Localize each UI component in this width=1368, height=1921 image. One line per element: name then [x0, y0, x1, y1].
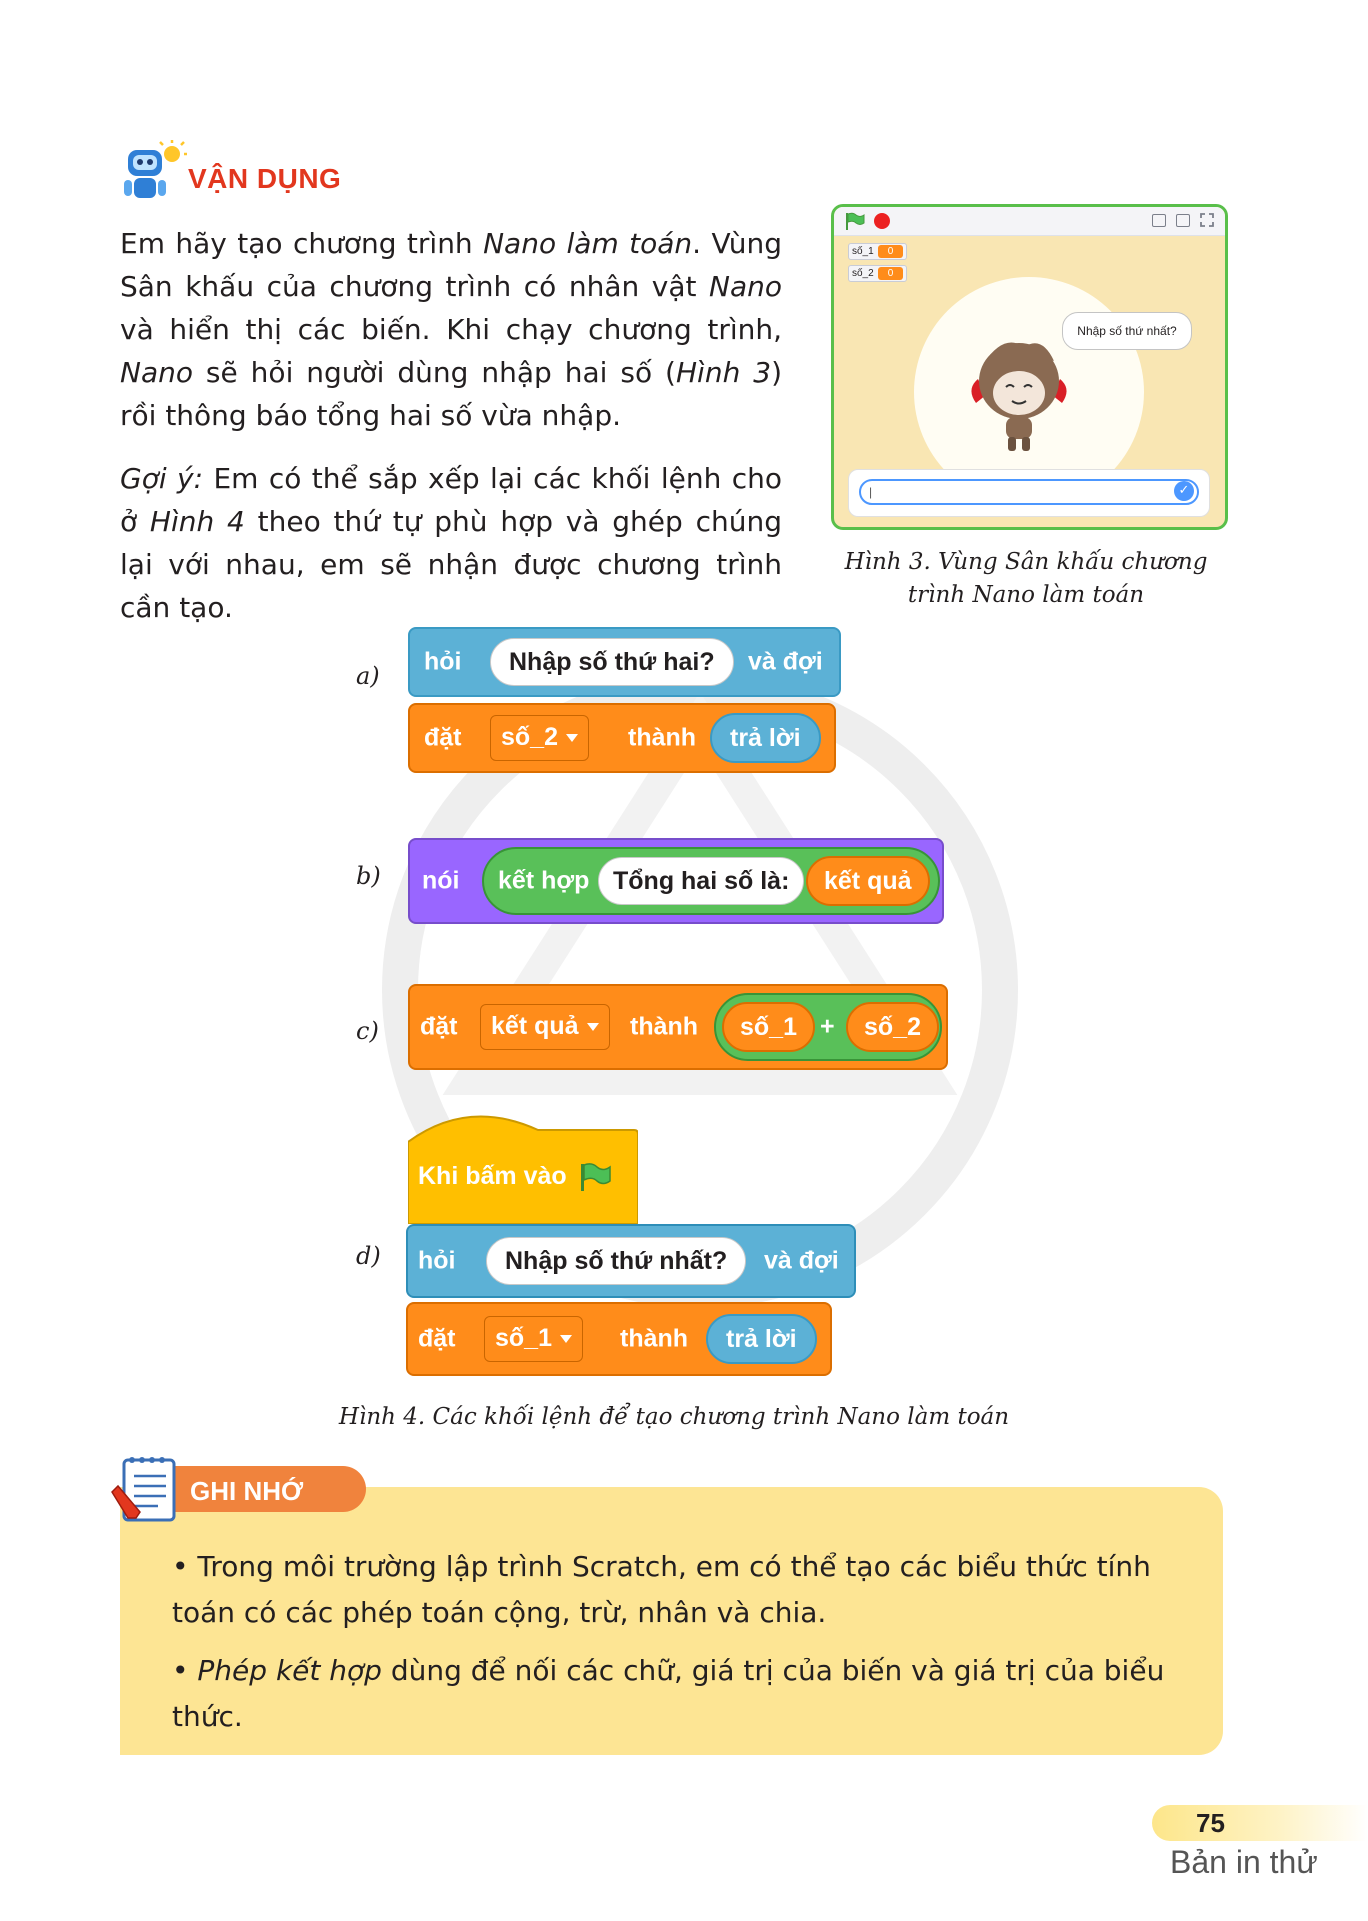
stop-icon[interactable] — [874, 213, 890, 229]
figure-3-caption: Hình 3. Vùng Sân khấu chương trình Nano làm toán — [844, 549, 1208, 608]
stage-toolbar — [834, 207, 1225, 236]
block-label-a: a) — [356, 662, 380, 690]
answer-input[interactable]: | — [859, 479, 1199, 505]
paragraph-hint: Gợi ý: Em có thể sắp xếp lại các khối lệnh cho ở Hình 4 theo thứ tự phù hợp và ghép chúng lại với nhau, em sẽ nhận được chương trình cần tạo. — [120, 462, 783, 624]
submit-check-icon[interactable]: ✓ — [1174, 481, 1194, 501]
add-operator-c[interactable]: số_1 + số_2 — [714, 993, 942, 1061]
so2-reporter-c[interactable]: số_2 — [846, 1002, 939, 1052]
section-title: VẬN DỤNG — [188, 163, 342, 194]
join-text-input[interactable]: Tổng hai số là: — [598, 857, 804, 905]
variable-dropdown-a[interactable]: số_2 — [490, 715, 589, 761]
variable-dropdown-d[interactable]: số_1 — [484, 1316, 583, 1362]
block-label-b: b) — [356, 862, 381, 890]
ask-block-d[interactable]: hỏi Nhập số thứ nhất? và đợi — [406, 1224, 856, 1298]
figure-4-caption: Hình 4. Các khối lệnh để tạo chương trình Nano làm toán — [338, 1404, 1010, 1430]
set-block-a[interactable]: đặt số_2 thành trả lời — [408, 703, 836, 773]
robot-idea-icon — [118, 140, 188, 206]
fullscreen-icon[interactable] — [1200, 213, 1214, 227]
block-label-d: d) — [356, 1242, 381, 1270]
ask-panel — [848, 469, 1210, 517]
paragraph-task: Em hãy tạo chương trình Nano làm toán. Vùng Sân khấu của chương trình có nhân vật Nano và hiển thị các biến. Khi chạy chương trình, Nano sẽ hỏi người dùng nhập hai số (Hình 3) rồi thông báo tổng hai số vừa nhập. — [120, 227, 783, 432]
large-stage-icon[interactable] — [1176, 214, 1190, 227]
variable-monitor-so2: số_2 0 — [848, 265, 907, 282]
remember-list — [172, 1544, 1192, 1752]
ask-block-a[interactable]: hỏi Nhập số thứ hai? và đợi — [408, 627, 841, 697]
when-flag-clicked-block[interactable]: Khi bấm vào — [418, 1162, 612, 1192]
block-label-c: c) — [356, 1017, 379, 1045]
exercise-text — [120, 222, 782, 649]
remember-item-1: • Trong môi trường lập trình Scratch, em có thể tạo các biểu thức tính toán có các phép toán cộng, trừ, nhân và chia. — [172, 1550, 1151, 1629]
answer-reporter-a[interactable]: trả lời — [710, 713, 821, 763]
so1-reporter-c[interactable]: số_1 — [722, 1002, 815, 1052]
result-reporter-b[interactable]: kết quả — [806, 856, 930, 906]
say-block-b[interactable]: nói kết hợp Tổng hai số là: kết quả — [408, 838, 944, 924]
page-number: 75 — [1196, 1808, 1225, 1838]
question-input-a[interactable]: Nhập số thứ hai? — [490, 638, 734, 686]
variable-monitor-so1: số_1 0 — [848, 243, 907, 260]
page-number-bar — [1152, 1805, 1368, 1841]
speech-bubble: Nhập số thứ nhất? — [1062, 312, 1192, 350]
remember-title: GHI NHỚ — [190, 1476, 304, 1506]
notepad-pencil-icon — [110, 1452, 180, 1524]
question-input-d[interactable]: Nhập số thứ nhất? — [486, 1237, 746, 1285]
draft-label: Bản in thử — [1170, 1844, 1318, 1880]
set-block-c[interactable]: đặt kết quả thành số_1 + số_2 — [408, 984, 948, 1070]
small-stage-icon[interactable] — [1152, 214, 1166, 227]
nano-sprite — [964, 333, 1074, 455]
join-operator-b[interactable]: kết hợp Tổng hai số là: kết quả — [482, 847, 940, 915]
green-flag-icon — [578, 1162, 612, 1192]
set-block-d[interactable]: đặt số_1 thành trả lời — [406, 1302, 832, 1376]
variable-dropdown-c[interactable]: kết quả — [480, 1004, 610, 1050]
green-flag-icon[interactable] — [844, 212, 866, 230]
answer-reporter-d[interactable]: trả lời — [706, 1314, 817, 1364]
scratch-stage — [831, 204, 1228, 530]
remember-item-2: • Phép kết hợp dùng để nối các chữ, giá trị của biến và giá trị của biểu thức. — [172, 1654, 1165, 1733]
